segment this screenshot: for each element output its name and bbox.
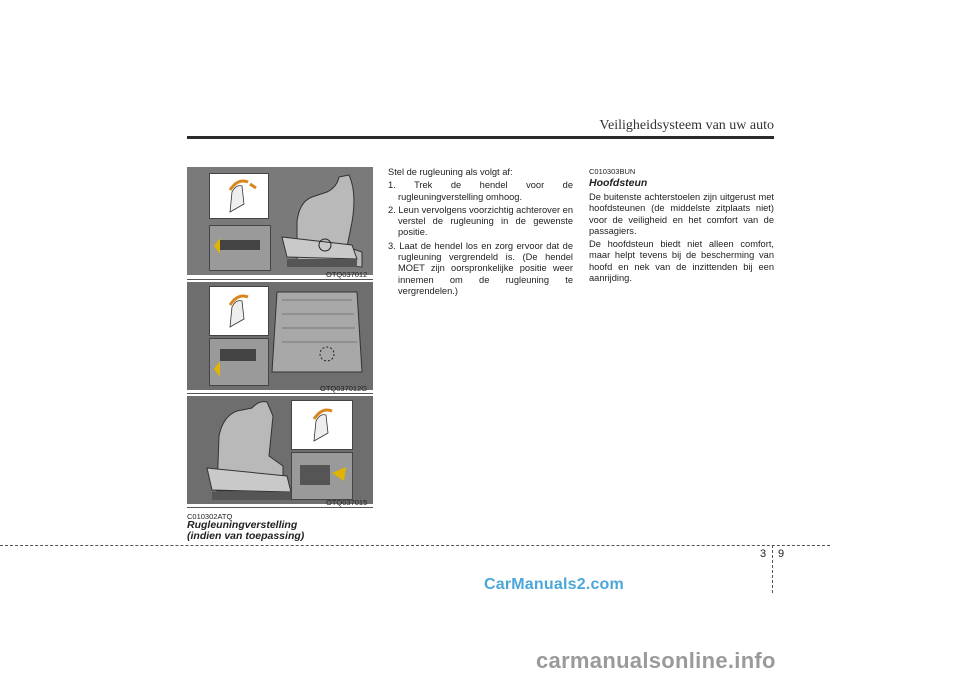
- figure-divider-a: [187, 279, 373, 280]
- figure-type-c-code: OTQ037015: [326, 498, 368, 507]
- inset-seat-recline-b: [209, 286, 269, 336]
- figure-type-a: [187, 167, 373, 275]
- step-1: 1. Trek de hendel voor de rugleuningverstelling omhoog.: [388, 180, 573, 202]
- figure-divider-c: [187, 507, 373, 508]
- page-divider: [772, 545, 773, 593]
- headrest-paragraph-1: De buitenste achterstoelen zijn uitgerust met hoofdsteunen (de middelste zitplaats niet) voor de veiligheid en het comfort van de passagiers.: [589, 192, 774, 236]
- figure-type-b-code: OTQ037012G: [320, 384, 368, 393]
- middle-column: [388, 167, 573, 297]
- section-title-line2: (indien van toepassing): [187, 530, 305, 542]
- page-number: 9: [778, 548, 785, 560]
- figure-divider-b: [187, 393, 373, 394]
- page-header-title: Veiligheidsysteem van uw auto: [599, 118, 774, 133]
- header-rule: [187, 136, 774, 139]
- intro-text: Stel de rugleuning als volgt af:: [388, 167, 513, 177]
- figure-type-a-code: OTQ037012: [326, 270, 368, 279]
- inset-lever-b: [209, 338, 269, 386]
- chapter-number: 3: [760, 548, 767, 560]
- inset-lever-c: [291, 452, 353, 500]
- figure-type-c: [187, 396, 373, 504]
- section-code-left: C010302ATQ: [187, 512, 233, 521]
- headrest-paragraph-2: De hoofdsteun biedt niet alleen comfort, maar helpt tevens bij de bescherming van hoofd en nek van de inzittenden bij een aanrijding.: [589, 239, 774, 284]
- inset-seat-recline-c: [291, 400, 353, 450]
- section-title-right: Hoofdsteun: [589, 177, 648, 189]
- watermark-top[interactable]: CarManuals2.com: [484, 576, 624, 593]
- inset-lever-a: [209, 225, 271, 271]
- section-title-line1: Rugleuningverstelling: [187, 519, 298, 531]
- right-column: [589, 192, 774, 284]
- section-title-left: [187, 520, 304, 542]
- footer-rule: [0, 545, 830, 546]
- section-code-right: C010303BUN: [589, 167, 636, 176]
- watermark-bottom[interactable]: carmanualsonline.info: [536, 648, 776, 673]
- inset-seat-recline-a: [209, 173, 269, 219]
- figure-type-b: [187, 282, 373, 390]
- step-3: 3. Laat de hendel los en zorg ervoor dat de rugleuning vergrendeld is. (De hendel MOET zijn oorspronkelijke positie weer innemen om de rugleuning te vergrendelen.): [388, 240, 573, 296]
- step-2: 2. Leun vervolgens voorzichtig achterover en verstel de rugleuning in de gewenste positie.: [388, 204, 574, 238]
